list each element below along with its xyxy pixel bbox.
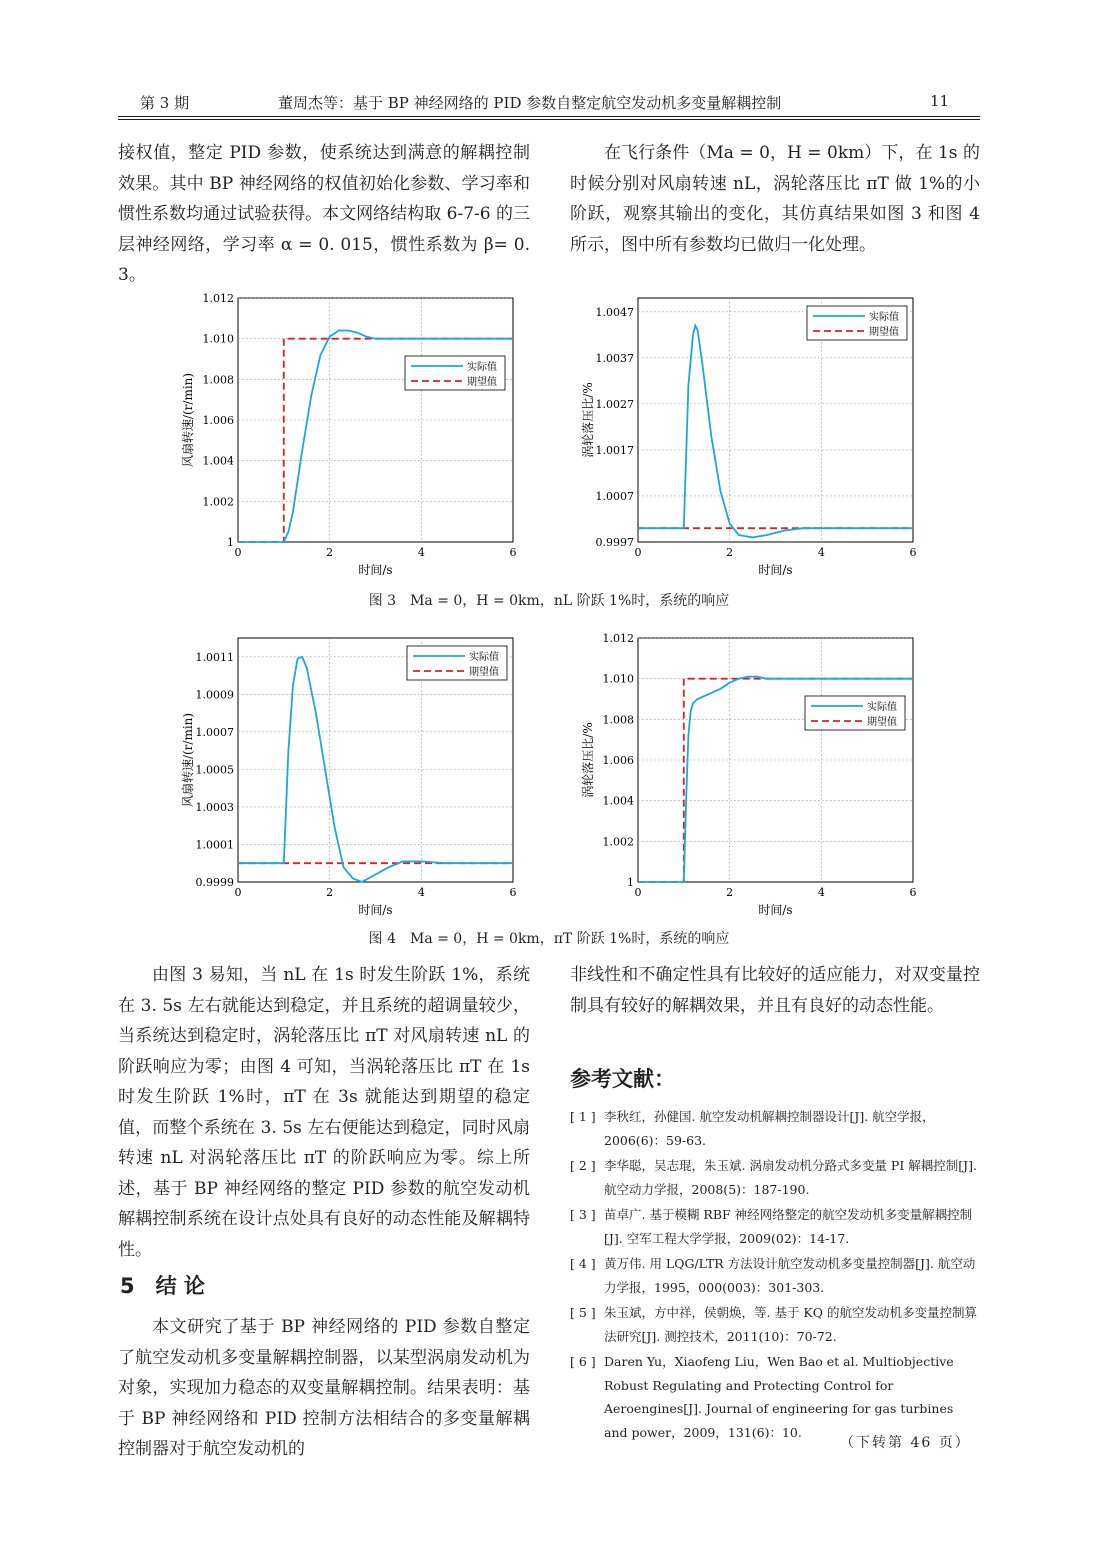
reference-item	[570, 1301, 980, 1348]
paragraph-text: 本文研究了基于 BP 神经网络的 PID 参数自整定了航空发动机多变量解耦控制器，以某型涡扇发动机为对象，实现加力稳态的双变量解耦控制。结果表明：基于 BP 神经网络和 PID 控制方法相结合的多变量解耦控制器对于航空发动机的	[118, 1317, 530, 1459]
y-tick-label: 1.004	[202, 454, 234, 468]
y-tick-label: 1.0005	[195, 763, 234, 777]
legend-label: 期望值	[469, 667, 499, 678]
x-tick-label: 0	[234, 546, 242, 559]
x-tick-label: 6	[909, 886, 917, 899]
reference-item	[570, 1154, 980, 1201]
figure4-caption: 图 4 Ma = 0，H = 0km，πT 阶跃 1%时，系统的响应	[368, 931, 730, 947]
chart-fig3b	[580, 288, 940, 583]
ref-number: [ 6 ]	[570, 1354, 596, 1369]
section-title: 5 结 论	[120, 1274, 205, 1298]
paragraph-text: 接权值，整定 PID 参数，使系统达到满意的解耦控制效果。其中 BP 神经网络的权值初始化参数、学习率和惯性系数均通过试验获得。本文网络结构取 6-7-6 的三层神经网络，学习率 α = 0. 015，惯性系数为 β= 0. 3。	[118, 143, 530, 285]
y-tick-label: 1.0007	[195, 725, 234, 739]
x-tick-label: 6	[509, 546, 517, 559]
right-top-paragraph	[570, 138, 980, 260]
reference-list	[570, 1105, 980, 1446]
chart-fig3a	[180, 288, 540, 583]
legend-label: 期望值	[867, 717, 897, 728]
ref-text: 黄万伟. 用 LQG/LTR 方法设计航空发动机多变量控制器[J]. 航空动力学报，1995，000(003)：301-303.	[604, 1256, 976, 1295]
ref-number: [ 4 ]	[570, 1256, 596, 1271]
header-rule	[118, 116, 980, 117]
y-tick-label: 1.012	[202, 292, 234, 305]
x-tick-label: 0	[234, 886, 242, 899]
x-tick-label: 0	[634, 886, 642, 899]
ref-number: [ 3 ]	[570, 1207, 596, 1222]
reference-item	[570, 1105, 980, 1152]
y-tick-label: 1.0003	[195, 800, 234, 814]
x-tick-label: 2	[326, 546, 334, 559]
references-title: 参考文献：	[570, 1067, 675, 1091]
y-tick-label: 1.008	[202, 373, 234, 387]
x-axis-label: 时间/s	[358, 563, 393, 577]
continued-note: （下转第 46 页）	[840, 1435, 971, 1451]
header-rule-thin	[118, 119, 980, 120]
y-tick-label: 1.010	[602, 672, 634, 686]
x-tick-label: 2	[726, 546, 734, 559]
y-tick-label: 1.002	[602, 835, 634, 849]
y-tick-label: 1.0001	[195, 838, 234, 852]
left-top-paragraph	[118, 138, 530, 291]
y-tick-label: 1.012	[602, 632, 634, 645]
conclusion-paragraph	[118, 1312, 530, 1465]
figure3-caption: 图 3 Ma = 0，H = 0km，nL 阶跃 1%时，系统的响应	[368, 593, 730, 609]
issue-label: 第 3 期	[140, 94, 190, 112]
legend-label: 实际值	[869, 312, 899, 323]
left-bottom-paragraph	[118, 960, 530, 1265]
y-tick-label: 1.002	[202, 495, 234, 509]
paragraph-text: 由图 3 易知，当 nL 在 1s 时发生阶跃 1%，系统在 3. 5s 左右就能达到稳定，并且系统的超调量较少，当系统达到稳定时，涡轮落压比 πT 对风扇转速 nL 的阶跃响应为零；由图 4 可知，当涡轮落压比 πT 在 1s 时发生阶跃 1%时，πT 在 3s 就能达到期望的稳定值，而整个系统在 3. 5s 左右便能达到稳定，同时风扇转速 nL 对涡轮落压比 πT 的阶跃响应为零。综上所述，基于 BP 神经网络的整定 PID 参数的航空发动机解耦控制系统在设计点处具有良好的动态性能及解耦特性。	[118, 965, 530, 1260]
reference-item	[570, 1350, 980, 1444]
y-tick-label: 1.0011	[195, 650, 234, 664]
y-axis-label: 涡轮落压比/%	[581, 382, 595, 458]
ref-number: [ 2 ]	[570, 1158, 596, 1173]
y-tick-label: 1.008	[602, 713, 634, 727]
ref-text: 李秋红，孙健国. 航空发动机解耦控制器设计[J]. 航空学报，2006(6)：59-63.	[604, 1109, 935, 1148]
reference-item	[570, 1252, 980, 1299]
legend-label: 实际值	[867, 702, 897, 713]
legend-label: 期望值	[869, 327, 899, 338]
legend-label: 实际值	[467, 362, 497, 373]
chart-fig4b	[580, 628, 940, 923]
ref-text: 朱玉斌，方中祥，侯朝焕，等. 基于 KQ 的航空发动机多变量控制算法研究[J]. 测控技术，2011(10)：70-72.	[604, 1305, 977, 1344]
paragraph-text: 非线性和不确定性具有比较好的适应能力，对双变量控制具有较好的解耦效果，并且有良好的动态性能。	[570, 965, 980, 1016]
ref-text: 李华聪，吴志琨，朱玉斌. 涡扇发动机分路式多变量 PI 解耦控制[J]. 航空动力学报，2008(5)：187-190.	[604, 1158, 977, 1197]
x-axis-label: 时间/s	[758, 563, 793, 577]
y-tick-label: 1	[227, 536, 234, 549]
y-tick-label: 1.0007	[595, 489, 634, 503]
x-tick-label: 0	[634, 546, 642, 559]
y-tick-label: 1.010	[202, 332, 234, 346]
y-axis-label: 风扇转速/(r/min)	[181, 372, 195, 468]
page-number: 11	[930, 92, 950, 110]
y-tick-label: 1.0009	[195, 688, 234, 702]
y-tick-label: 1.0027	[595, 397, 634, 411]
x-tick-label: 2	[326, 886, 334, 899]
y-axis-label: 风扇转速/(r/min)	[181, 712, 195, 808]
x-axis-label: 时间/s	[758, 903, 793, 917]
legend-label: 期望值	[467, 377, 497, 388]
reference-item	[570, 1203, 980, 1250]
x-tick-label: 4	[417, 886, 425, 899]
ref-number: [ 5 ]	[570, 1305, 596, 1320]
y-tick-label: 1.004	[602, 794, 634, 808]
y-tick-label: 0.9997	[595, 536, 634, 549]
ref-text: Daren Yu，Xiaofeng Liu，Wen Bao et al. Multiobjective Robust Regulating and Protecting Control for Aeroengines[J]. Journal of engineering for gas turbines and power，2009，131(6)：10.	[604, 1354, 954, 1440]
ref-number: [ 1 ]	[570, 1109, 596, 1124]
y-tick-label: 0.9999	[195, 876, 234, 889]
y-tick-label: 1	[627, 876, 634, 889]
paragraph-text: 在飞行条件（Ma = 0，H = 0km）下，在 1s 的时候分别对风扇转速 nL，涡轮落压比 πT 做 1%的小阶跃，观察其输出的变化，其仿真结果如图 3 和图 4 所示，图中所有参数均已做归一化处理。	[570, 143, 980, 255]
y-tick-label: 1.006	[202, 414, 234, 427]
running-header	[118, 88, 980, 118]
x-tick-label: 2	[726, 886, 734, 899]
x-tick-label: 4	[817, 886, 825, 899]
y-tick-label: 1.0047	[595, 305, 634, 319]
x-tick-label: 4	[817, 546, 825, 559]
y-tick-label: 1.0017	[595, 443, 634, 457]
right-bottom-paragraph	[570, 960, 980, 1021]
header-title: 董周杰等：基于 BP 神经网络的 PID 参数自整定航空发动机多变量解耦控制	[278, 94, 782, 112]
x-tick-label: 6	[909, 546, 917, 559]
chart-fig4a	[180, 628, 540, 923]
x-tick-label: 6	[509, 886, 517, 899]
ref-text: 苗卓广. 基于模糊 RBF 神经网络整定的航空发动机多变量解耦控制[J]. 空军工程大学学报，2009(02)：14-17.	[604, 1207, 973, 1246]
x-axis-label: 时间/s	[358, 903, 393, 917]
y-tick-label: 1.0037	[595, 351, 634, 365]
y-axis-label: 涡轮落压比/%	[581, 722, 595, 798]
y-tick-label: 1.006	[602, 754, 634, 767]
x-tick-label: 4	[417, 546, 425, 559]
legend-label: 实际值	[469, 652, 499, 663]
